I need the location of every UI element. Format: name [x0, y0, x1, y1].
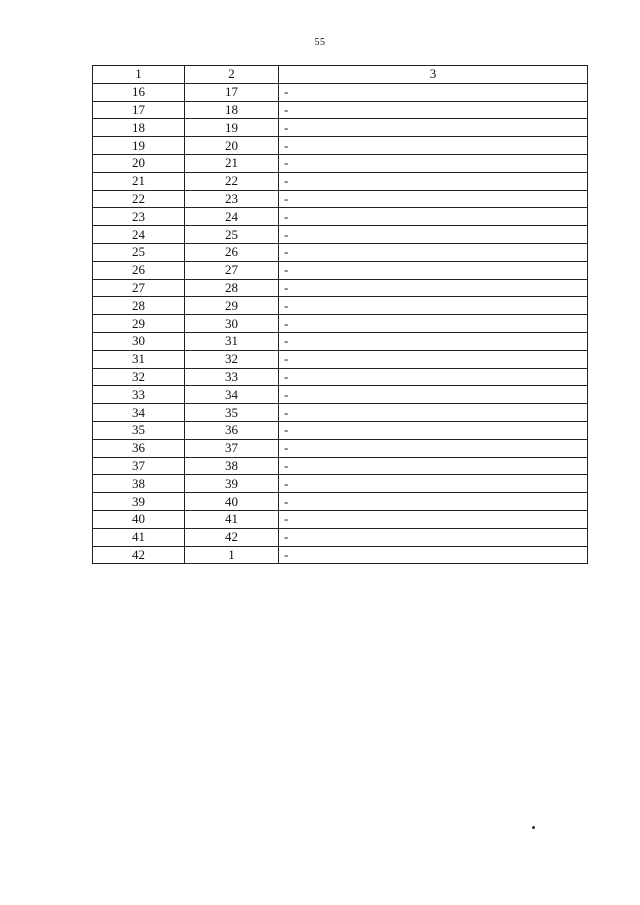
table-cell-col-2: 33 — [185, 368, 279, 386]
table-cell-col-1: 38 — [93, 475, 185, 493]
table-cell-col-2: 37 — [185, 439, 279, 457]
table-row — [93, 386, 588, 404]
table-cell-col-3: - — [279, 350, 588, 368]
table-cell-col-2: 41 — [185, 510, 279, 528]
table-cell-col-1: 27 — [93, 279, 185, 297]
table-cell-col-3: - — [279, 83, 588, 101]
table-cell-col-3: - — [279, 510, 588, 528]
table-cell-col-3: - — [279, 208, 588, 226]
table-row — [93, 421, 588, 439]
table-cell-col-1: 16 — [93, 83, 185, 101]
table-row — [93, 439, 588, 457]
table-cell-col-1: 33 — [93, 386, 185, 404]
table-cell-col-1: 37 — [93, 457, 185, 475]
table-cell-col-1: 39 — [93, 493, 185, 511]
table-cell-col-2: 40 — [185, 493, 279, 511]
table-cell-col-3: - — [279, 137, 588, 155]
table-cell-col-2: 31 — [185, 332, 279, 350]
table-cell-col-2: 24 — [185, 208, 279, 226]
table-cell-col-2: 42 — [185, 528, 279, 546]
table-cell-col-1: 28 — [93, 297, 185, 315]
table-cell-col-2: 26 — [185, 243, 279, 261]
table-cell-col-1: 34 — [93, 404, 185, 422]
table-cell-col-1: 18 — [93, 119, 185, 137]
table-cell-col-3: - — [279, 243, 588, 261]
table-cell-col-3: - — [279, 190, 588, 208]
table-cell-col-3: - — [279, 386, 588, 404]
table-row — [93, 208, 588, 226]
table-row — [93, 172, 588, 190]
data-table — [92, 65, 588, 564]
table-cell-col-2: 23 — [185, 190, 279, 208]
column-header-3: 3 — [279, 66, 588, 84]
table-cell-col-1: 17 — [93, 101, 185, 119]
table-row — [93, 137, 588, 155]
table-body — [93, 83, 588, 564]
table-cell-col-3: - — [279, 332, 588, 350]
table-cell-col-1: 41 — [93, 528, 185, 546]
table-cell-col-1: 40 — [93, 510, 185, 528]
table-cell-col-3: - — [279, 493, 588, 511]
table-row — [93, 279, 588, 297]
table-row — [93, 226, 588, 244]
table-cell-col-3: - — [279, 279, 588, 297]
table-cell-col-1: 19 — [93, 137, 185, 155]
table-cell-col-1: 42 — [93, 546, 185, 564]
table-cell-col-1: 30 — [93, 332, 185, 350]
table-cell-col-1: 22 — [93, 190, 185, 208]
table-cell-col-3: - — [279, 404, 588, 422]
table-row — [93, 475, 588, 493]
table-row — [93, 261, 588, 279]
table-cell-col-1: 32 — [93, 368, 185, 386]
table-row — [93, 368, 588, 386]
table-cell-col-2: 22 — [185, 172, 279, 190]
table-cell-col-3: - — [279, 226, 588, 244]
table-cell-col-3: - — [279, 172, 588, 190]
table-cell-col-3: - — [279, 261, 588, 279]
table-cell-col-1: 21 — [93, 172, 185, 190]
table-cell-col-1: 20 — [93, 154, 185, 172]
table-row — [93, 297, 588, 315]
table-cell-col-2: 34 — [185, 386, 279, 404]
table-cell-col-2: 39 — [185, 475, 279, 493]
table-cell-col-2: 38 — [185, 457, 279, 475]
table-cell-col-1: 31 — [93, 350, 185, 368]
column-header-2: 2 — [185, 66, 279, 84]
scan-speck — [532, 826, 535, 829]
table-cell-col-2: 28 — [185, 279, 279, 297]
table-cell-col-2: 36 — [185, 421, 279, 439]
table-cell-col-2: 20 — [185, 137, 279, 155]
table-row — [93, 243, 588, 261]
table-cell-col-3: - — [279, 368, 588, 386]
table-cell-col-3: - — [279, 119, 588, 137]
table-cell-col-2: 30 — [185, 315, 279, 333]
table-cell-col-3: - — [279, 439, 588, 457]
table-cell-col-2: 21 — [185, 154, 279, 172]
table-cell-col-2: 32 — [185, 350, 279, 368]
table-cell-col-2: 19 — [185, 119, 279, 137]
table-row — [93, 190, 588, 208]
table-cell-col-2: 29 — [185, 297, 279, 315]
table-cell-col-1: 26 — [93, 261, 185, 279]
table-cell-col-2: 18 — [185, 101, 279, 119]
table-cell-col-3: - — [279, 154, 588, 172]
table-cell-col-3: - — [279, 101, 588, 119]
table-cell-col-1: 23 — [93, 208, 185, 226]
table-cell-col-3: - — [279, 315, 588, 333]
table-row — [93, 404, 588, 422]
table-cell-col-1: 29 — [93, 315, 185, 333]
page-number: 55 — [314, 37, 326, 48]
column-header-1: 1 — [93, 66, 185, 84]
table-row — [93, 154, 588, 172]
table-header — [93, 66, 588, 84]
table-row — [93, 528, 588, 546]
table-cell-col-3: - — [279, 528, 588, 546]
table-cell-col-1: 25 — [93, 243, 185, 261]
table-row — [93, 101, 588, 119]
table-row — [93, 350, 588, 368]
table-row — [93, 83, 588, 101]
table-cell-col-1: 35 — [93, 421, 185, 439]
table-row — [93, 493, 588, 511]
table-row — [93, 315, 588, 333]
table-cell-col-2: 17 — [185, 83, 279, 101]
table-row — [93, 457, 588, 475]
table-cell-col-2: 27 — [185, 261, 279, 279]
table-cell-col-1: 24 — [93, 226, 185, 244]
table-row — [93, 510, 588, 528]
table-row — [93, 546, 588, 564]
table-cell-col-2: 35 — [185, 404, 279, 422]
table-cell-col-3: - — [279, 297, 588, 315]
table-cell-col-2: 25 — [185, 226, 279, 244]
table-cell-col-3: - — [279, 457, 588, 475]
table-row — [93, 332, 588, 350]
table-cell-col-2: 1 — [185, 546, 279, 564]
table-cell-col-1: 36 — [93, 439, 185, 457]
table-cell-col-3: - — [279, 421, 588, 439]
table-cell-col-3: - — [279, 546, 588, 564]
table-header-row — [93, 66, 588, 84]
table-cell-col-3: - — [279, 475, 588, 493]
table-row — [93, 119, 588, 137]
